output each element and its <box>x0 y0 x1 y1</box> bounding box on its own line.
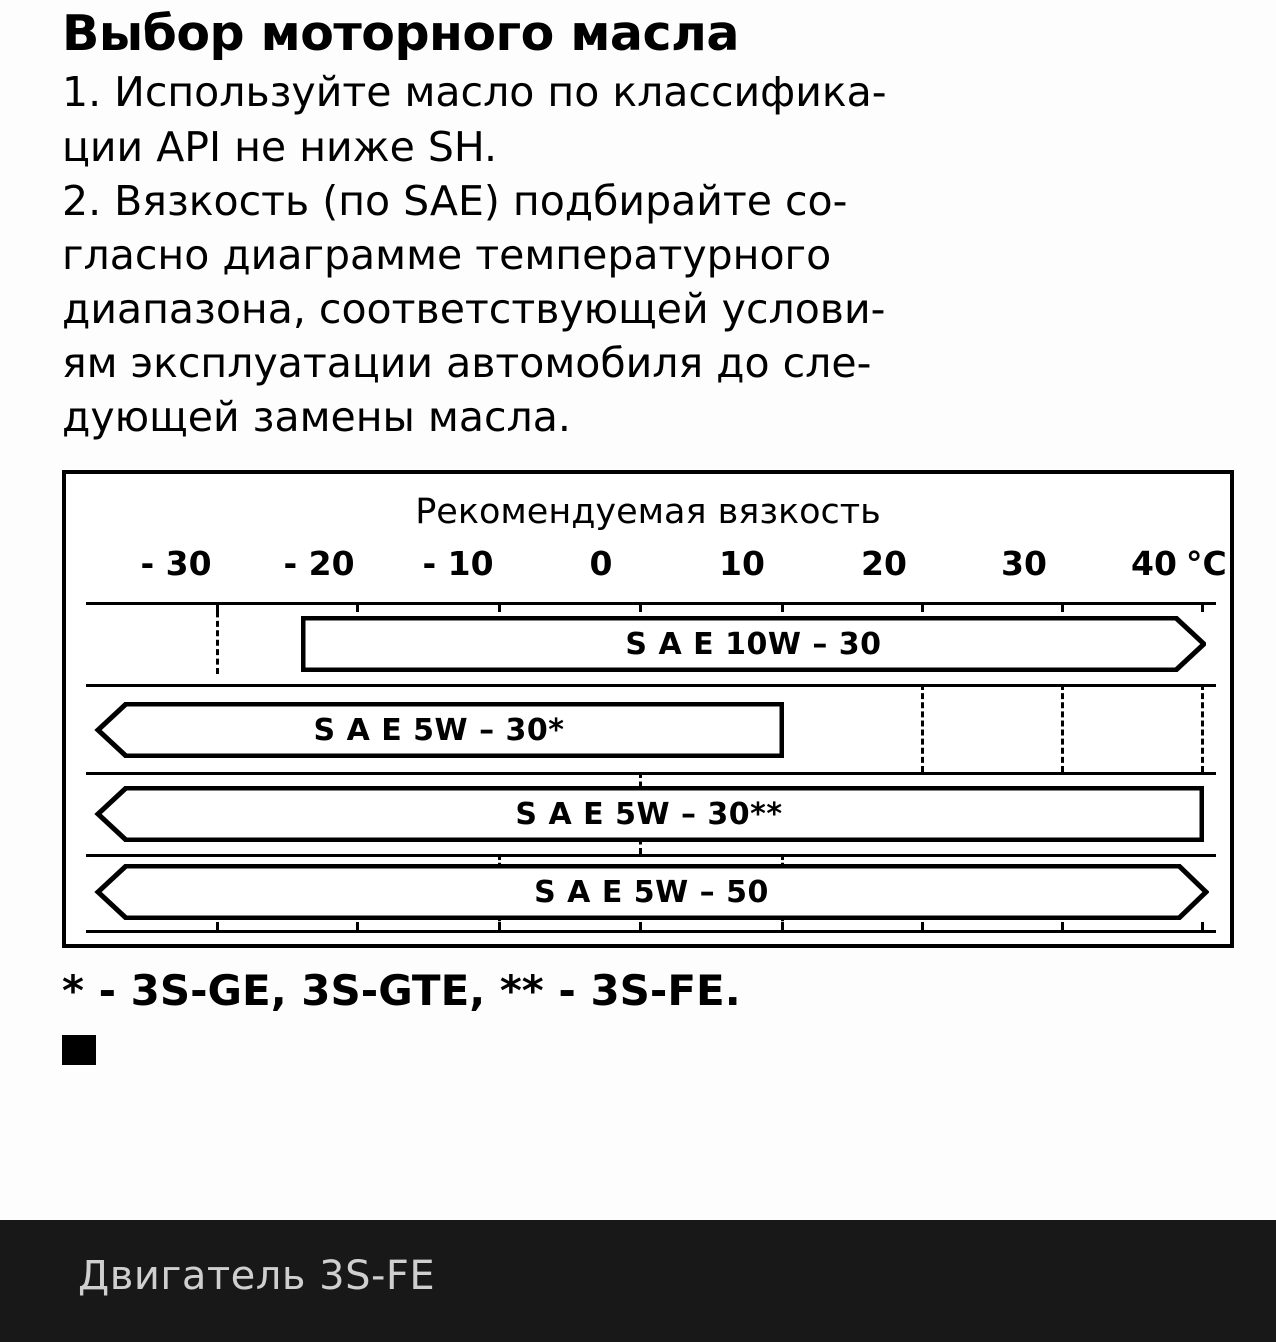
bar-sae-5w-30-single-star <box>94 702 784 758</box>
chart-rule-1 <box>86 684 1216 687</box>
tickmark-top-20 <box>921 602 924 612</box>
axis-tick-label--20: - 20 <box>283 544 355 584</box>
tickmark-top--30 <box>216 602 219 612</box>
axis-tick-label-10: 10 <box>719 544 765 584</box>
chart-rule-top <box>86 602 1216 605</box>
tickmark-bottom--20 <box>356 922 359 932</box>
bar-label-sae-5w-50: S A E 5W – 50 <box>534 874 769 910</box>
tickmark-top-10 <box>781 602 784 612</box>
tickmark-bottom-10 <box>781 922 784 932</box>
bar-sae-5w-30-double-star <box>94 786 1204 842</box>
chart-x-axis-labels <box>66 544 1230 586</box>
chart-rule-3 <box>86 854 1216 857</box>
tickmark-top-40 <box>1201 602 1204 612</box>
tickmark-bottom--10 <box>498 922 501 932</box>
bar-sae-5w-50 <box>94 864 1209 920</box>
chart-rule-2 <box>86 772 1216 775</box>
bar-label-sae-5w-30-double-star: S A E 5W – 30** <box>515 796 783 832</box>
caption-bar <box>0 1220 1276 1342</box>
paragraph-line-1: 1. Используйте масло по классифика- <box>62 68 887 117</box>
chart-title: Рекомендуемая вязкость <box>415 492 881 533</box>
tickmark-bottom-0 <box>639 922 642 932</box>
chart-rule-bottom <box>86 930 1216 933</box>
gridline-30-b <box>1061 684 1064 772</box>
bar-label-sae-5w-30-single-star: S A E 5W – 30* <box>313 712 565 748</box>
tickmark-top--20 <box>356 602 359 612</box>
document-content <box>62 5 1242 1065</box>
gridline-40-b <box>1201 684 1204 772</box>
paragraph-line-3: 2. Вязкость (по SAE) подбирайте со- <box>62 176 848 225</box>
chart-plot-area <box>66 592 1230 942</box>
tickmark-bottom-20 <box>921 922 924 932</box>
tickmark-top--10 <box>498 602 501 612</box>
gridline-20-b <box>921 684 924 772</box>
paragraph-line-6: ям эксплуатации автомобиля до сле- <box>62 338 872 387</box>
tickmark-bottom-30 <box>1061 922 1064 932</box>
bar-label-sae-10w-30: S A E 10W – 30 <box>625 626 882 662</box>
page-marker-icon <box>62 1035 96 1065</box>
tickmark-top-0 <box>639 602 642 612</box>
paragraph-line-4: гласно диаграмме температурного <box>62 230 832 279</box>
paragraph-line-5: диапазона, соответствующей услови- <box>62 284 886 333</box>
tickmark-bottom-40 <box>1201 922 1204 932</box>
chart-footnote: * - 3S-GE, 3S-GTE, ** - 3S-FE. <box>62 966 741 1016</box>
bar-sae-10w-30 <box>301 616 1206 672</box>
axis-tick-label-0: 0 <box>589 544 613 584</box>
axis-tick-label-30: 30 <box>1001 544 1047 584</box>
caption-label: Двигатель 3S-FE <box>78 1253 436 1299</box>
tickmark-top-30 <box>1061 602 1064 612</box>
axis-tick-label-20: 20 <box>861 544 907 584</box>
axis-tick-label-40: 40 <box>1131 544 1177 584</box>
page-title: Выбор моторного масла <box>62 5 739 62</box>
axis-tick-label--30: - 30 <box>140 544 212 584</box>
viscosity-chart <box>62 470 1234 948</box>
paragraph-line-7: дующей замены масла. <box>62 393 571 442</box>
gridline--30-a <box>216 602 219 674</box>
axis-tick-label--10: - 10 <box>422 544 494 584</box>
tickmark-bottom--30 <box>216 922 219 932</box>
axis-unit-label: °C <box>1186 544 1227 584</box>
paragraph-line-2: ции API не ниже SH. <box>62 122 498 171</box>
